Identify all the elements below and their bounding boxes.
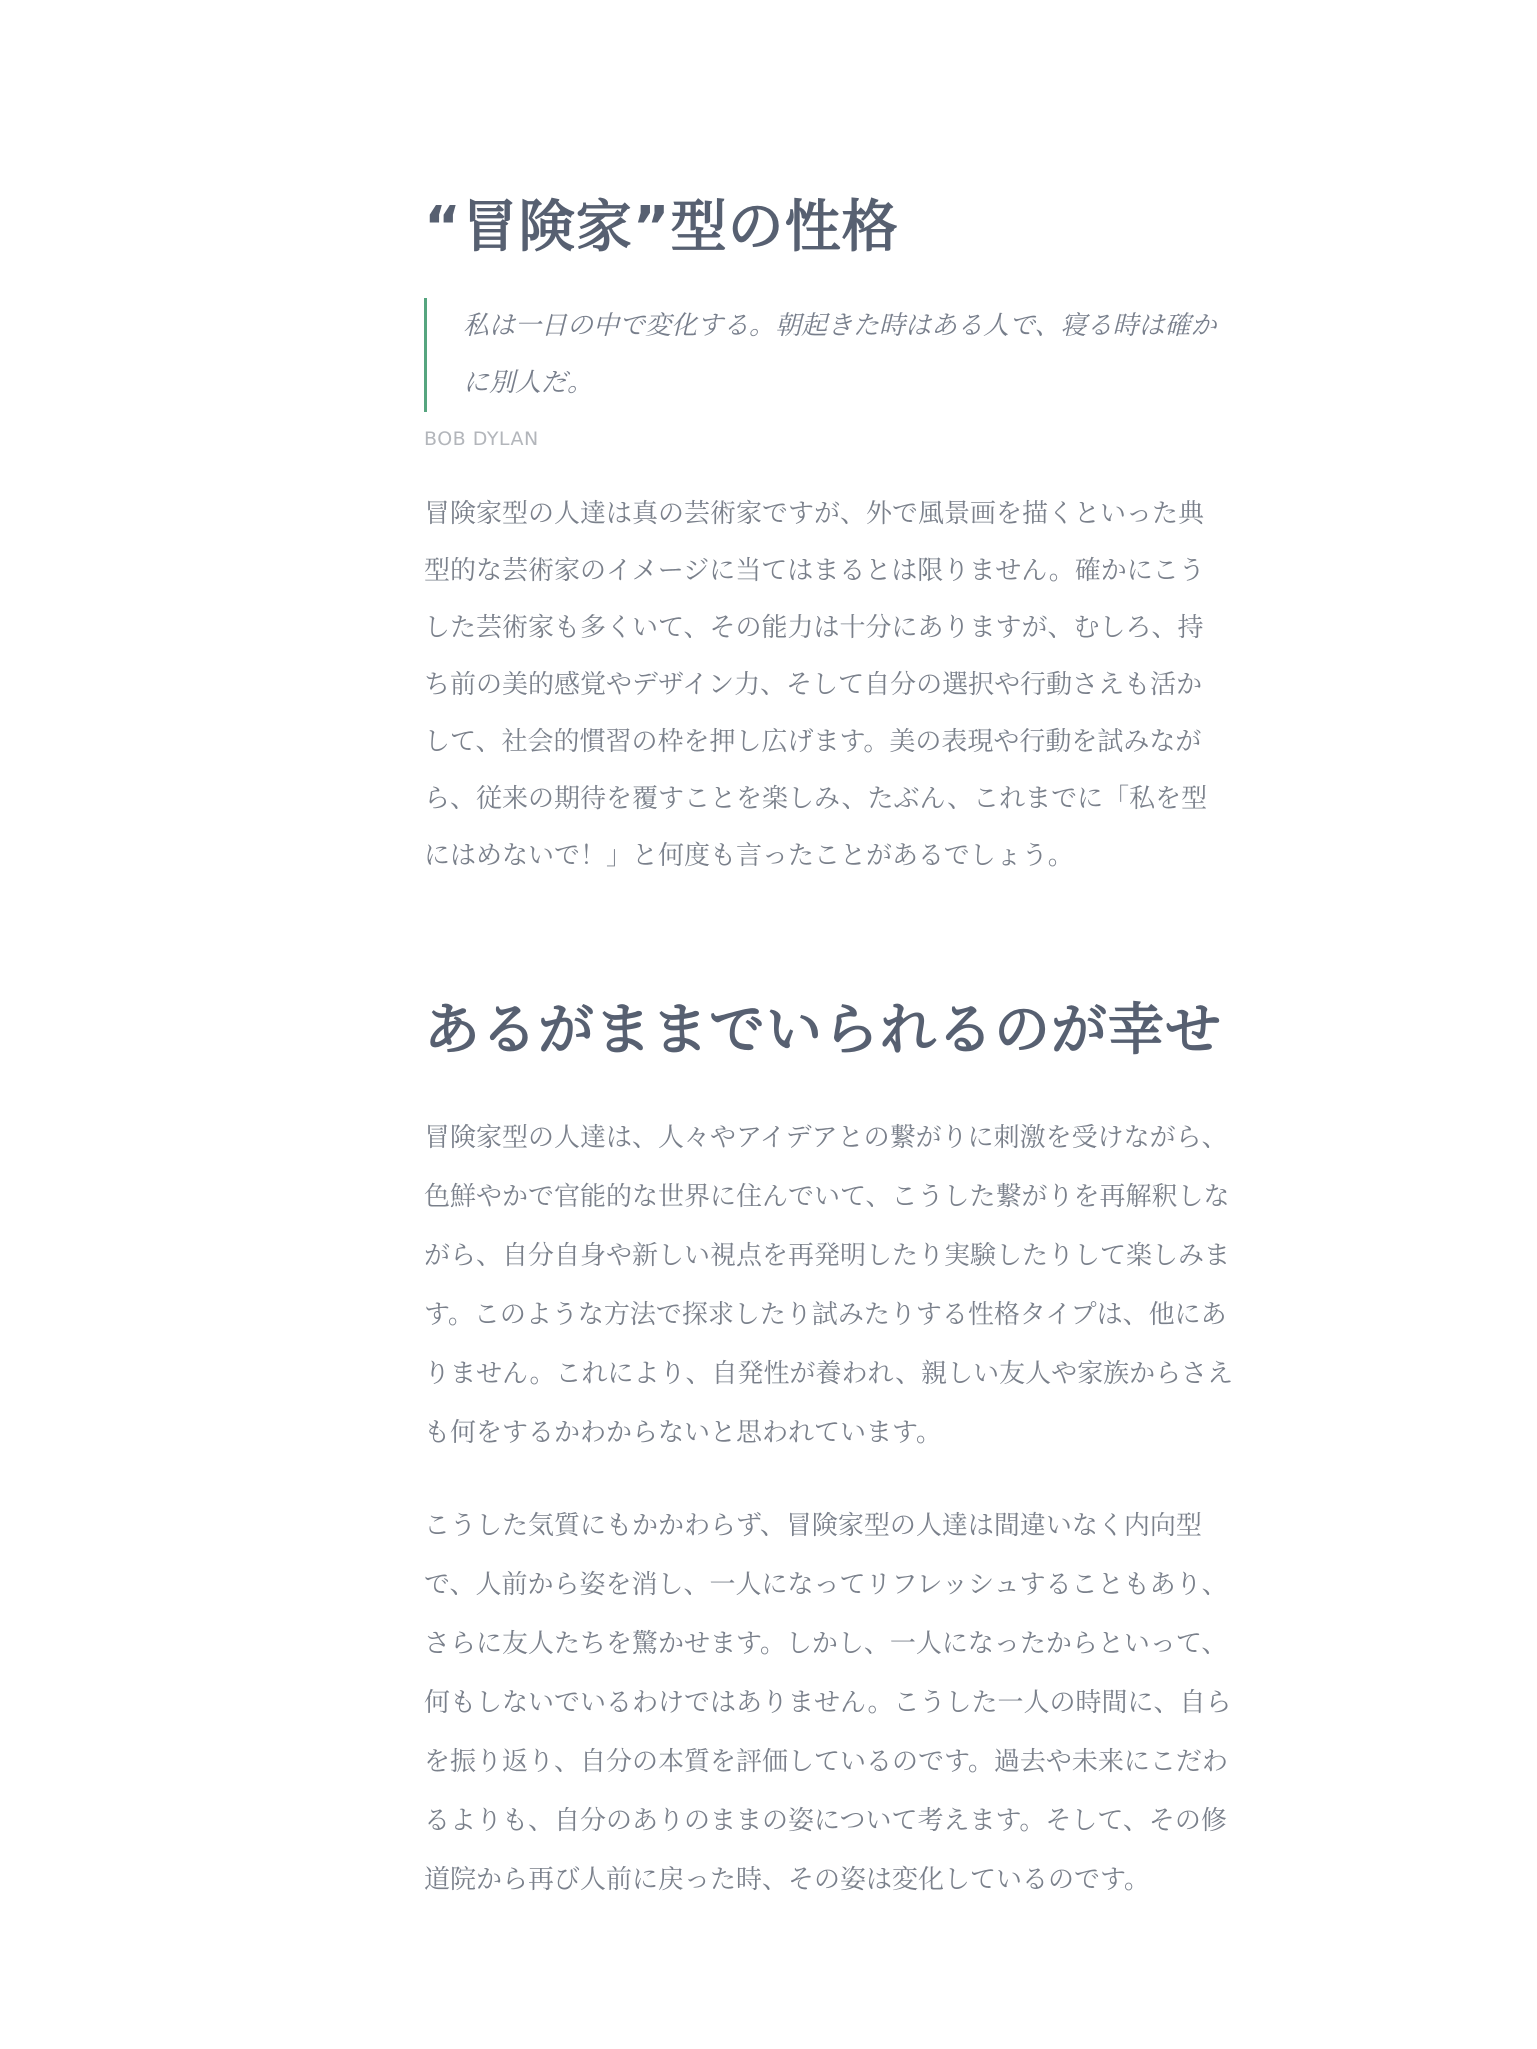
quote-text: 私は一日の中で変化する。朝起きた時はある人で、寝る時は確かに別人だ。: [463, 311, 1217, 398]
article: [424, 188, 1244, 1910]
section-title-happy-as-is: あるがままでいられるのが幸せ: [424, 998, 1222, 1063]
quote-author: BOB DYLAN: [424, 428, 539, 450]
quote-block: [424, 298, 1224, 412]
section-spacer: [424, 885, 1244, 991]
section-title-adventurer: “冒険家”型の性格: [424, 195, 899, 260]
paragraph-colorful-world: 冒険家型の人達は、人々やアイデアとの繋がりに刺激を受けながら、色鮮やかで官能的な世界に住んでいて、こうした繋がりを再解釈しながら、自分自身や新しい視点を再発明したり実験したりして楽しみます。このような方法で探求したり試みたりする性格タイプは、他にありません。これにより、自発性が養われ、親しい友人や家族からさえも何をするかわからないと思われています。: [424, 1123, 1234, 1448]
paragraph-introvert: こうした気質にもかかわらず、冒険家型の人達は間違いなく内向型で、人前から姿を消し、一人になってリフレッシュすることもあり、さらに友人たちを驚かせます。しかし、一人になったからといって、何もしないでいるわけではありません。こうした一人の時間に、自らを振り返り、自分の本質を評価しているのです。過去や未来にこだわるよりも、自分のありのままの姿について考えます。そして、その修道院から再び人前に戻った時、その姿は変化しているのです。: [424, 1511, 1232, 1895]
paragraph-intro: 冒険家型の人達は真の芸術家ですが、外で風景画を描くといった典型的な芸術家のイメージに当てはまるとは限りません。確かにこうした芸術家も多くいて、その能力は十分にありますが、むしろ、持ち前の美的感覚やデザイン力、そして自分の選択や行動さえも活かして、社会的慣習の枠を押し広げます。美の表現や行動を試みながら、従来の期待を覆すことを楽しみ、たぶん、これまでに「私を型にはめないで！」と何度も言ったことがあるでしょう。: [424, 499, 1208, 871]
